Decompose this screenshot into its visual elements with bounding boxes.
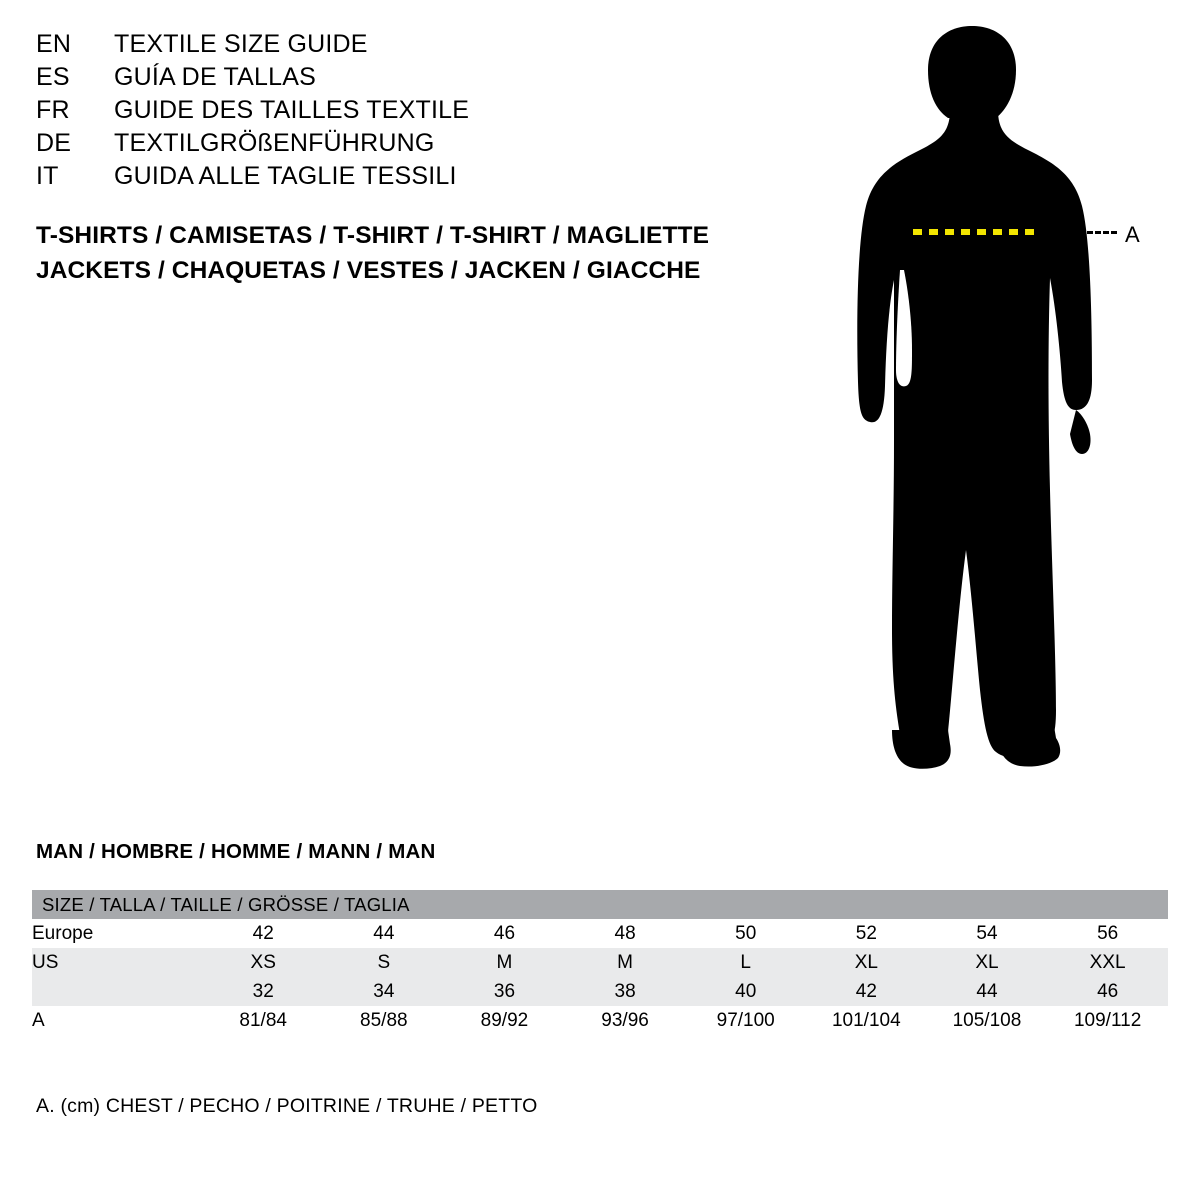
row-value: 89/92	[480, 1009, 529, 1031]
language-code: ES	[36, 63, 70, 91]
language-text: TEXTILE SIZE GUIDE	[114, 30, 368, 58]
row-value: 46	[493, 922, 516, 944]
row-value: 42	[855, 980, 877, 1002]
row-value: 52	[855, 922, 877, 944]
language-code: FR	[36, 96, 70, 124]
row-value: 42	[252, 922, 274, 944]
row-label	[32, 977, 203, 1006]
row-value: 48	[614, 922, 636, 944]
table-row	[32, 1006, 1168, 1035]
language-code: DE	[36, 129, 72, 157]
row-value: 50	[735, 922, 757, 944]
row-value: 36	[493, 980, 516, 1002]
row-value: 97/100	[716, 1009, 775, 1031]
row-value: M	[617, 951, 633, 973]
row-value: XL	[975, 951, 999, 973]
table-row	[32, 977, 1168, 1006]
language-text: GUÍA DE TALLAS	[114, 63, 316, 91]
language-list	[36, 30, 736, 195]
row-value: 101/104	[831, 1009, 901, 1031]
language-row	[36, 162, 736, 195]
row-value: 38	[614, 980, 636, 1002]
row-value: XL	[854, 951, 878, 973]
measure-leader-line	[1087, 231, 1117, 234]
language-row	[36, 30, 736, 63]
language-code: EN	[36, 30, 72, 58]
row-value: 85/88	[360, 1009, 408, 1031]
row-value: XXL	[1089, 951, 1126, 973]
man-silhouette-shape	[857, 26, 1092, 769]
row-label: A	[32, 1009, 45, 1031]
row-value: 40	[735, 980, 757, 1002]
row-value: S	[377, 951, 391, 973]
size-table	[32, 890, 1168, 1035]
row-value: 109/112	[1073, 1009, 1142, 1031]
row-value: 93/96	[601, 1009, 649, 1031]
language-row	[36, 63, 736, 96]
table-row	[32, 919, 1168, 948]
body-silhouette-figure	[800, 10, 1200, 800]
row-label: Europe	[32, 922, 94, 944]
section-title-man: MAN / HOMBRE / HOMME / MANN / MAN	[36, 840, 436, 863]
row-value: M	[496, 951, 513, 973]
table-row	[32, 948, 1168, 977]
row-value: XS	[250, 951, 276, 973]
row-value: 56	[1097, 922, 1119, 944]
language-code: IT	[36, 162, 59, 190]
garment-line-jackets: JACKETS / CHAQUETAS / VESTES / JACKEN / GIACCHE	[36, 257, 701, 284]
row-value: 44	[373, 922, 395, 944]
garment-categories	[36, 218, 796, 288]
row-value: 54	[976, 922, 998, 944]
table-header-row	[32, 890, 1168, 919]
row-label: US	[32, 951, 59, 973]
language-text: GUIDE DES TAILLES TEXTILE	[114, 96, 470, 124]
row-value: 105/108	[952, 1009, 1022, 1031]
table-footnote: A. (cm) CHEST / PECHO / POITRINE / TRUHE / PETTO	[36, 1095, 538, 1117]
language-row	[36, 129, 736, 162]
row-value: 44	[976, 980, 998, 1002]
garment-line-tshirts: T-SHIRTS / CAMISETAS / T-SHIRT / T-SHIRT / MAGLIETTE	[36, 222, 710, 249]
language-row	[36, 96, 736, 129]
row-value: L	[740, 951, 751, 973]
row-value: 32	[252, 980, 274, 1002]
table-header-label: SIZE / TALLA / TAILLE / GRÖSSE / TAGLIA	[42, 893, 410, 915]
measure-label-a: A	[1125, 222, 1141, 247]
row-value: 34	[373, 980, 395, 1002]
row-value: 81/84	[239, 1009, 287, 1031]
language-text: TEXTILGRÖßENFÜHRUNG	[114, 129, 435, 157]
language-text: GUIDA ALLE TAGLIE TESSILI	[114, 162, 457, 190]
row-value: 46	[1097, 980, 1119, 1002]
